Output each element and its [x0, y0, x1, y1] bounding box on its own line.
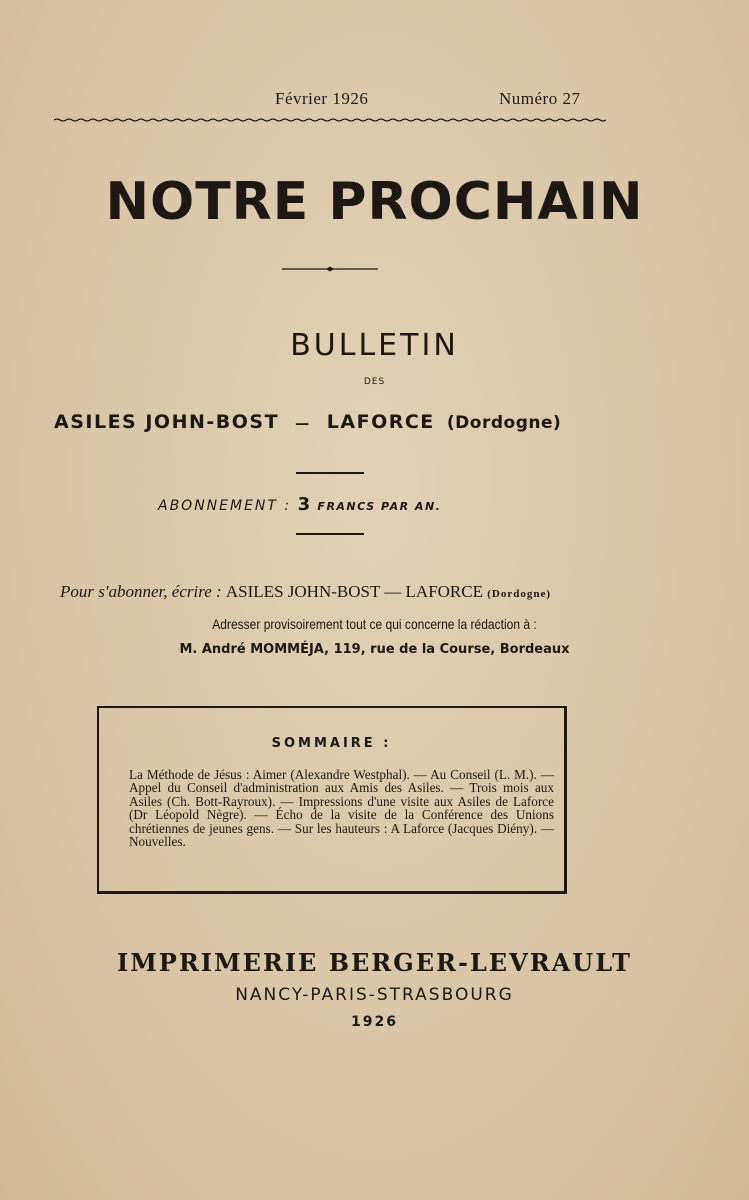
- subscription-label: ABONNEMENT :: [158, 498, 298, 514]
- editor-address: M. André MOMMÉJA, 119, rue de la Course, Bordeaux: [179, 642, 570, 657]
- subscribe-instructions: [60, 582, 551, 602]
- address-notice: Adresser provisoirement tout ce qui concerne la rédaction à :: [212, 616, 537, 632]
- printer-cities: NANCY-PARIS-STRASBOURG: [235, 985, 514, 1005]
- printer-year: 1926: [351, 1014, 398, 1030]
- subscription-amount: 3: [297, 494, 313, 515]
- summary-box: [97, 706, 567, 894]
- des-label: DES: [363, 377, 386, 387]
- issue-number: Numéro 27: [499, 89, 581, 108]
- summary-text: La Méthode de Jésus : Aimer (Alexandre Westphal). — Au Conseil (L. M.). — Appel du Conseil d'administration aux Amis des Asiles. — Trois mois aux Asiles (Ch. Bott-Rayroux). — Impressions d'une visite aux Asiles de Laforce (Dr Léopold Nègre). — Écho de la visite de la Conférence des Unions chrétiennes de jeunes gens. — Sur les hauteurs : A Laforce (Jacques Diény). — Nouvelles.: [129, 767, 554, 850]
- issue-date: Février 1926: [275, 89, 369, 108]
- summary-title: SOMMAIRE :: [271, 736, 392, 751]
- subscription-unit: FRANCS PAR AN.: [312, 500, 442, 513]
- subscription-line: [158, 494, 441, 515]
- institution-separator: —: [295, 416, 311, 432]
- subscribe-address: ASILES JOHN-BOST — LAFORCE: [225, 582, 488, 601]
- institution-region: (Dordogne): [446, 413, 562, 433]
- institution-name: ASILES JOHN-BOST: [54, 411, 280, 433]
- institution-location: LAFORCE: [326, 411, 435, 433]
- subscribe-region: (Dordogne): [487, 588, 552, 600]
- divider-rule-bottom: [296, 533, 364, 535]
- printer-name: IMPRIMERIE BERGER-LEVRAULT: [117, 948, 632, 977]
- subscribe-prefix: Pour s'abonner, écrire :: [60, 582, 226, 601]
- divider-rule-top: [296, 472, 364, 474]
- bulletin-heading: BULLETIN: [290, 328, 459, 363]
- title-ornament: [282, 264, 378, 274]
- page-title: NOTRE PROCHAIN: [105, 172, 644, 232]
- header-wavy-rule: [54, 118, 606, 122]
